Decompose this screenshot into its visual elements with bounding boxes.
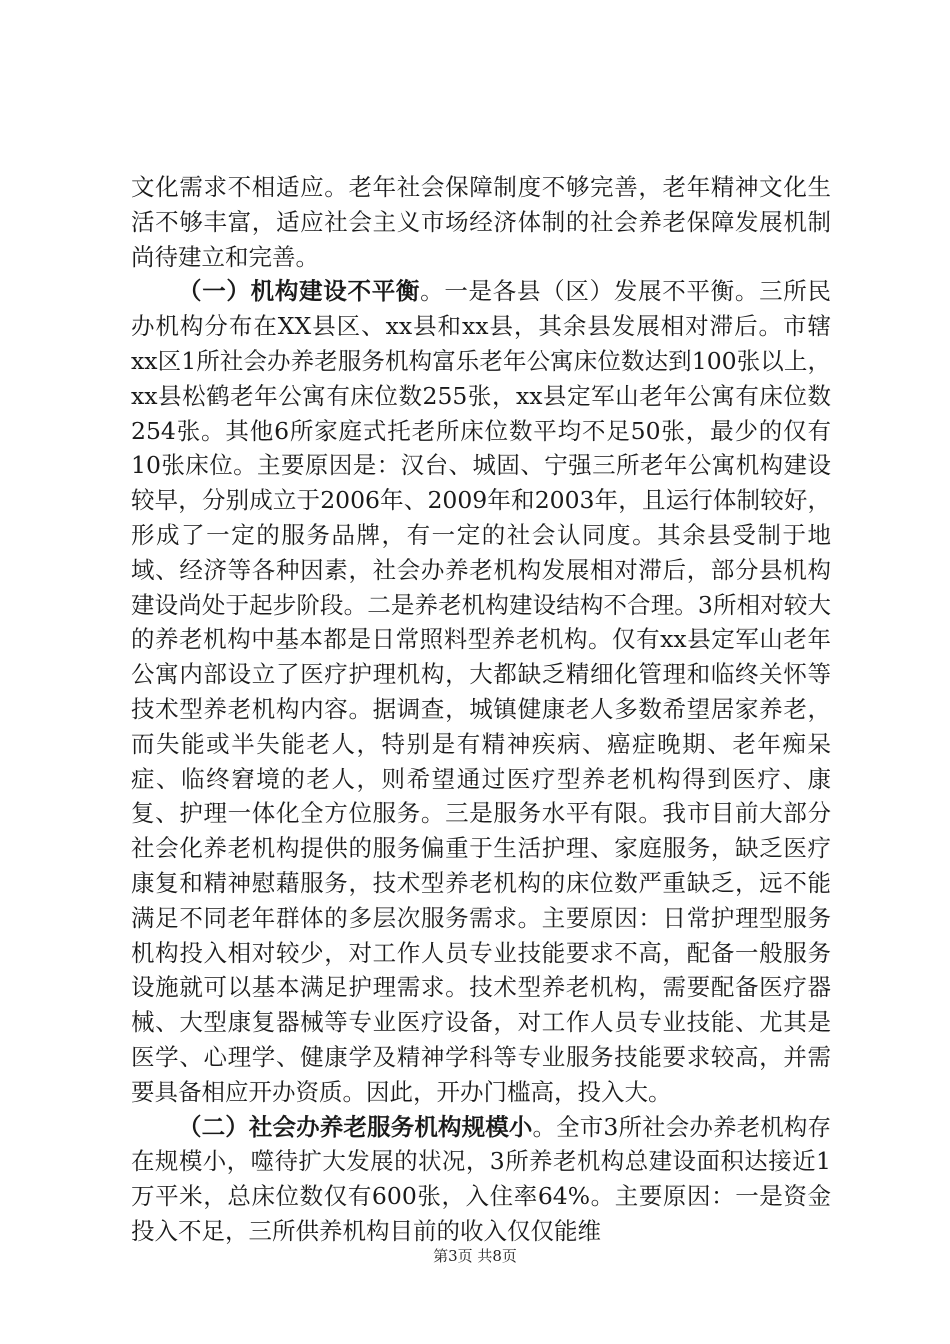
section-heading: （二）社会办养老服务机构规模小 xyxy=(178,1112,533,1141)
document-body xyxy=(131,170,831,1249)
paragraph-section-one xyxy=(131,274,831,1109)
paragraph-text: 。全市3所社会办养老机构存在规模小，噬待扩大发展的状况，3所养老机构总建设面积达接近1万平米，总床位数仅有600张，入住率64%。主要原因：一是资金投入不足，三所供养机构目前的收入仅仅能维 xyxy=(131,1112,832,1245)
page-footer xyxy=(0,1245,950,1266)
paragraph-section-two xyxy=(131,1110,831,1249)
section-heading: （一）机构建设不平衡 xyxy=(178,277,421,306)
page-number: 第3页 共8页 xyxy=(433,1247,517,1265)
paragraph-continuation xyxy=(131,170,831,274)
paragraph-text: 文化需求不相适应。老年社会保障制度不够完善，老年精神文化生活不够丰富，适应社会主义市场经济体制的社会养老保障发展机制尚待建立和完善。 xyxy=(131,173,831,271)
paragraph-text: 。一是各县（区）发展不平衡。三所民办机构分布在XX县区、xx县和xx县，其余县发展相对滞后。市辖xx区1所社会办养老服务机构富乐老年公寓床位数达到100张以上，xx县松鹤老年公寓有床位数255张，xx县定军山老年公寓有床位数254张。其他6所家庭式托老所床位数平均不足50张，最少的仅有10张床位。主要原因是：汉台、城固、宁强三所老年公寓机构建设较早，分别成立于2006年、2009年和2003年，且运行体制较好，形成了一定的服务品牌，有一定的社会认同度。其余县受制于地域、经济等各种因素，社会办养老机构发展相对滞后，部分县机构建设尚处于起步阶段。二是养老机构建设结构不合理。3所相对较大的养老机构中基本都是日常照料型养老机构。仅有xx县定军山老年公寓内部设立了医疗护理机构，大都缺乏精细化管理和临终关怀等技术型养老机构内容。据调查，城镇健康老人多数希望居家养老，而失能或半失能老人，特别是有精神疾病、癌症晚期、老年痴呆症、临终窘境的老人，则希望通过医疗型养老机构得到医疗、康复、护理一体化全方位服务。三是服务水平有限。我市目前大部分社会化养老机构提供的服务偏重于生活护理、家庭服务，缺乏医疗康复和精神慰藉服务，技术型养老机构的床位数严重缺乏，远不能满足不同老年群体的多层次服务需求。主要原因：日常护理型服务机构投入相对较少，对工作人员专业技能要求不高，配备一般服务设施就可以基本满足护理需求。技术型养老机构，需要配备医疗器械、大型康复器械等专业医疗设备，对工作人员专业技能、尤其是医学、心理学、健康学及精神学科等专业服务技能要求较高，并需要具备相应开办资质。因此，开办门槛高，投入大。 xyxy=(131,277,832,1106)
